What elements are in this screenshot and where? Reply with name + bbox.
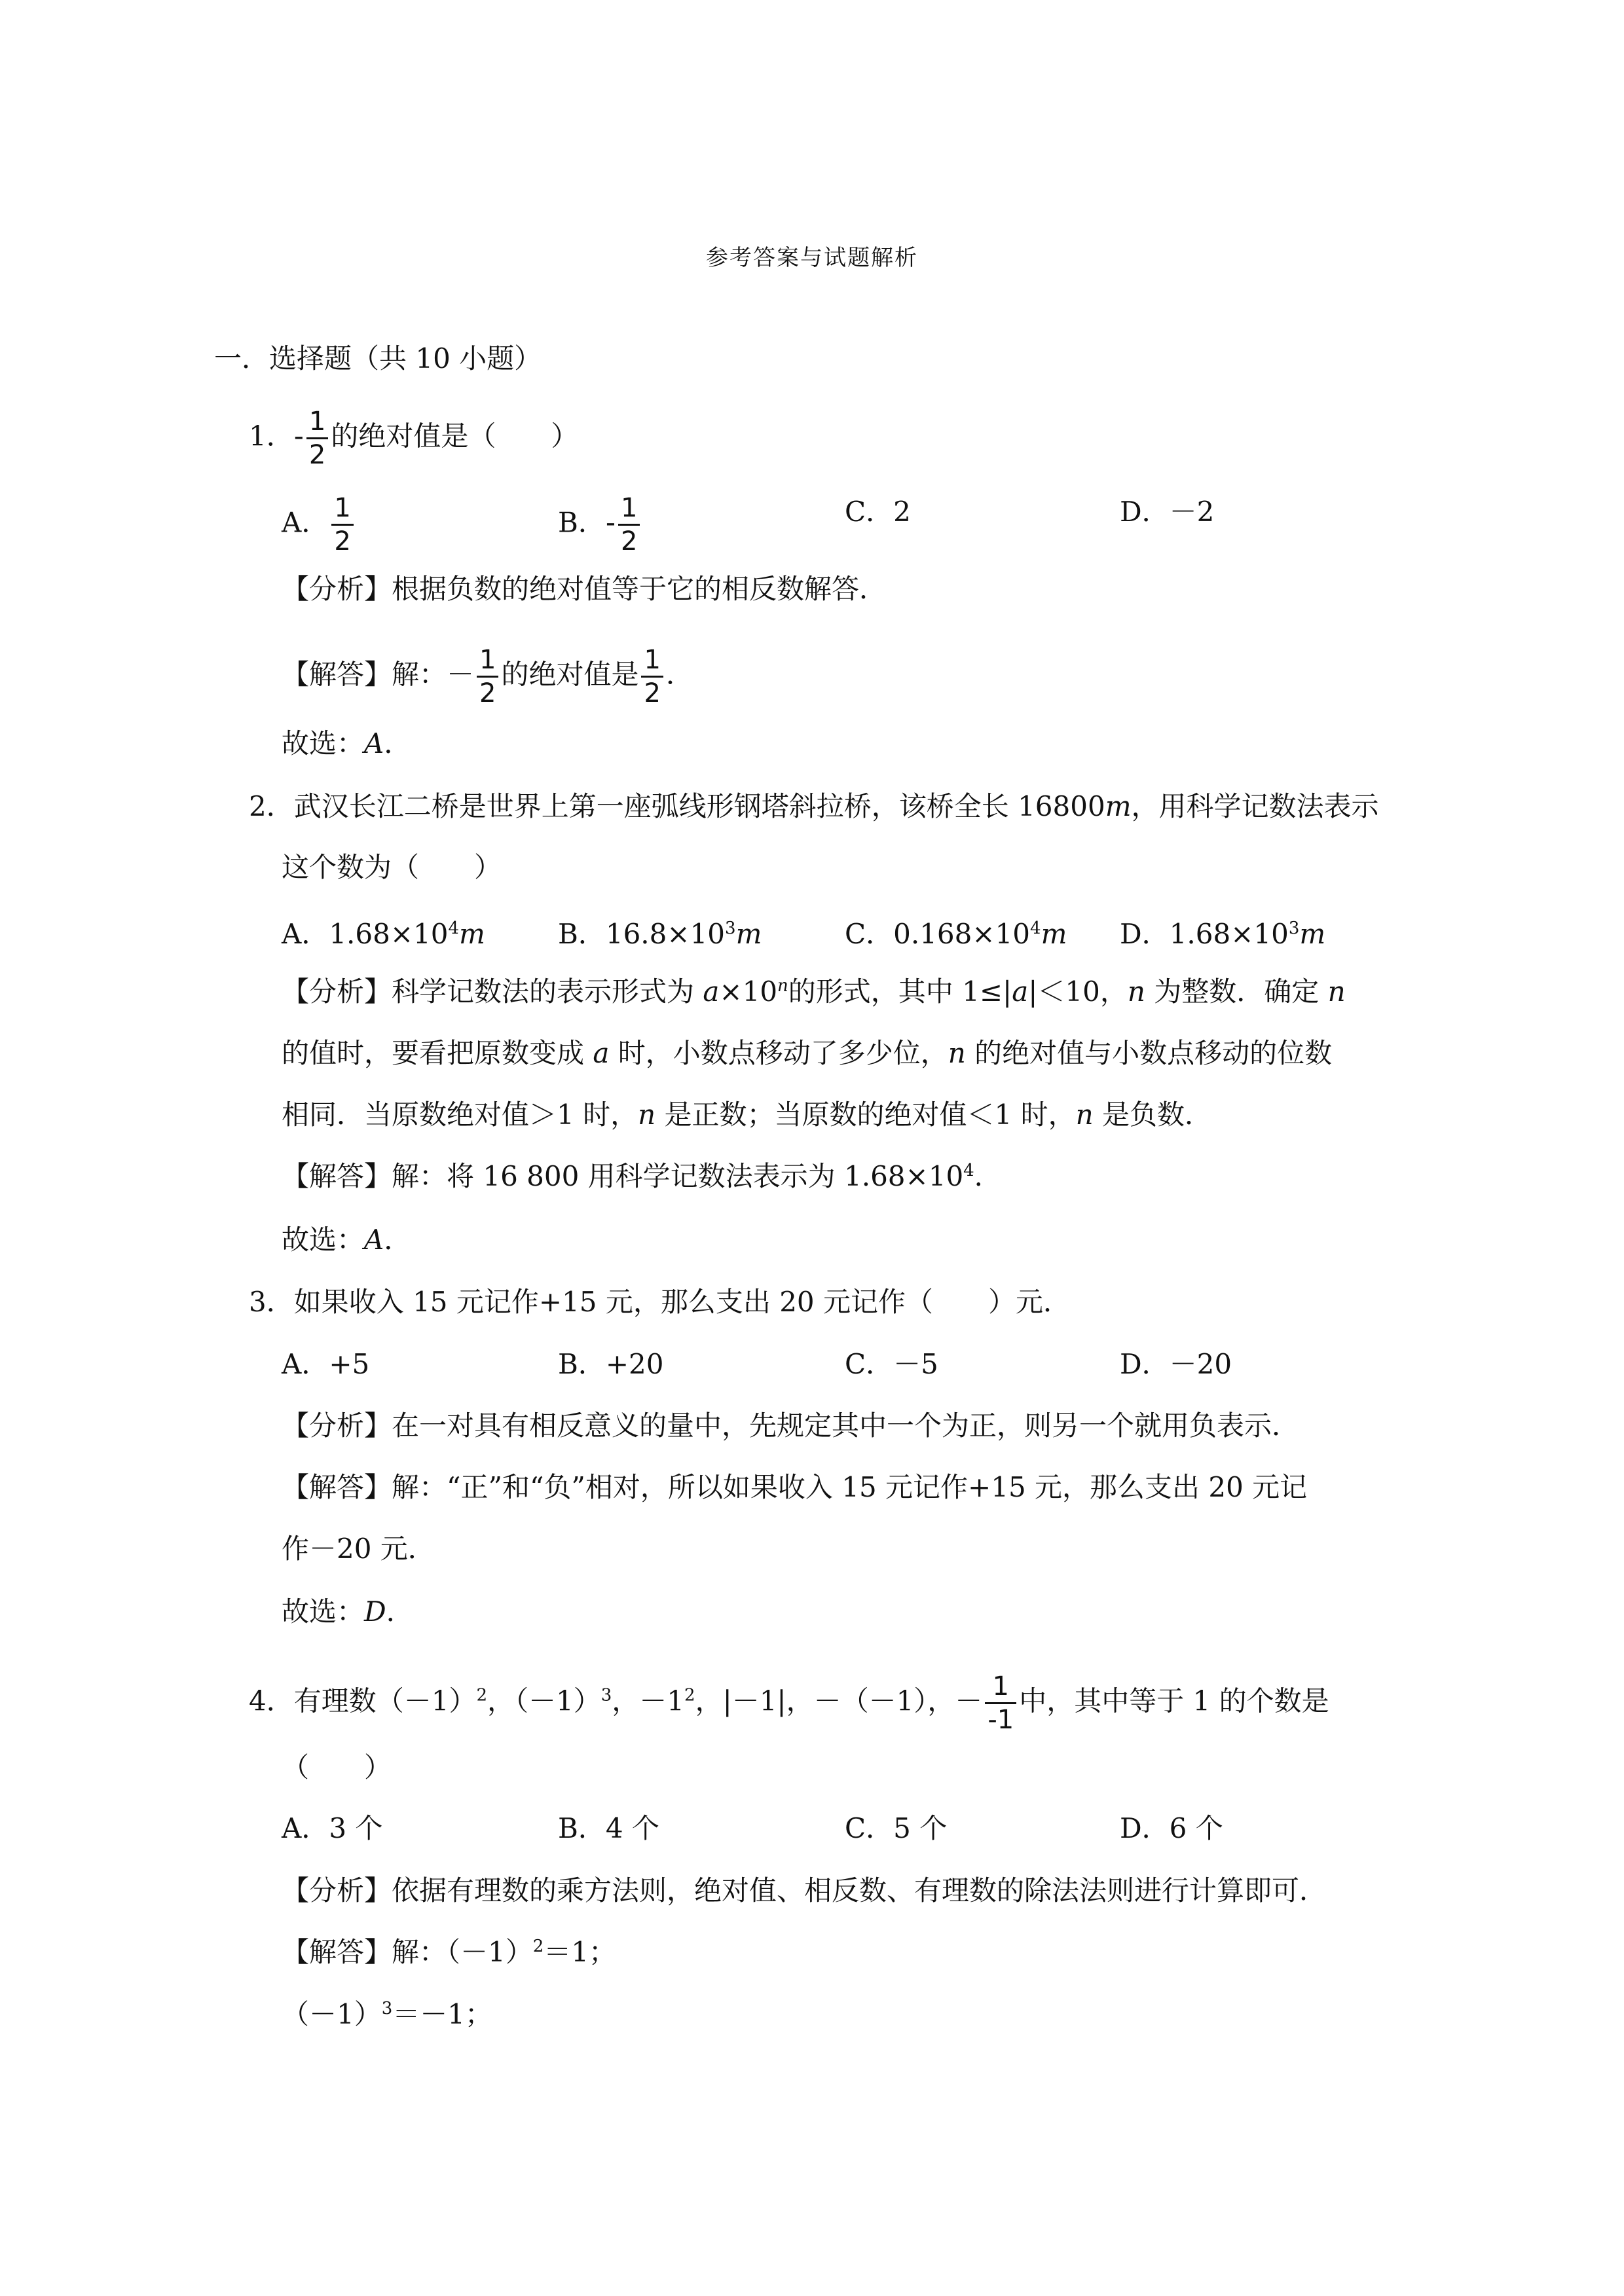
question-3-option-c: C．－5	[845, 1348, 938, 1380]
question-4-option-d: D．6 个	[1120, 1812, 1223, 1844]
question-4-analysis: 【分析】依据有理数的乘方法则，绝对值、相反数、有理数的除法法则进行计算即可．	[282, 1874, 1327, 1906]
question-2-option-c: C．$0.168\times 10^4m$	[845, 918, 1067, 950]
page-title: 参考答案与试题解析	[706, 245, 918, 271]
question-4-answer-line2: $(-1)^3=-1$；	[282, 1998, 493, 2030]
question-1-choice: 故选：A．	[282, 727, 412, 759]
question-3-option-d: D．－20	[1120, 1348, 1232, 1380]
question-1-option-a: A． $\frac{1}{2}$	[282, 494, 356, 556]
fraction: $\frac{1}{-1}$	[985, 1672, 1016, 1734]
question-2-stem-line1: 2．武汉长江二桥是世界上第一座弧线形钢塔斜拉桥，该桥全长 16800m，用科学记数法表示	[249, 790, 1379, 822]
question-4-option-c: C．5 个	[845, 1812, 948, 1844]
question-1-answer: 【解答】解：－ $\frac{1}{2}$ 的绝对值是 $\frac{1}{2}$ ．	[282, 645, 693, 708]
question-2-option-a: A．$1.68\times 10^4m$	[282, 918, 485, 950]
question-2-option-d: D．$1.68\times 10^3m$	[1120, 918, 1326, 950]
question-4-option-a: A．3 个	[282, 1812, 383, 1844]
question-3-analysis: 【分析】在一对具有相反意义的量中，先规定其中一个为正，则另一个就用负表示．	[282, 1410, 1300, 1442]
question-2-option-b: B．$16.8\times 10^3m$	[558, 918, 762, 950]
question-2-analysis-line3: 相同．当原数绝对值＞1 时，n 是正数；当原数的绝对值＜1 时，n 是负数．	[282, 1099, 1212, 1131]
question-1-option-b: B．- $\frac{1}{2}$	[558, 494, 642, 556]
question-4-answer-line1: 【解答】解：$(-1)^2=1$；	[282, 1936, 617, 1968]
question-2-analysis-line2: 的值时，要看把原数变成 a 时，小数点移动了多少位，n 的绝对值与小数点移动的位数	[282, 1037, 1333, 1069]
section-heading: 一．选择题（共 10 小题）	[214, 342, 542, 374]
question-1-analysis: 【分析】根据负数的绝对值等于它的相反数解答．	[282, 573, 887, 605]
question-4-option-b: B．4 个	[558, 1812, 659, 1844]
question-1-option-c: C．2	[845, 496, 911, 528]
fraction: $\frac{1}{2}$	[306, 407, 328, 469]
question-4-stem-line2: （ ）	[282, 1751, 392, 1783]
question-3-option-b: B．+20	[558, 1348, 664, 1380]
question-2-analysis-line1: 【分析】科学记数法的表示形式为 $a\times 10^n$的形式，其中 1≤|a|＜10，n 为整数．确定 n	[282, 975, 1346, 1008]
question-3-stem: 3．如果收入 15 元记作+15 元，那么支出 20 元记作（ ）元．	[249, 1286, 1071, 1318]
question-3-choice: 故选：D．	[282, 1595, 414, 1628]
question-2-answer: 【解答】解：将 16 800 用科学记数法表示为 $1.68\times 10^4$．	[282, 1160, 1002, 1192]
question-3-answer-line2: 作－20 元．	[282, 1533, 435, 1565]
question-1-option-d: D．－2	[1120, 496, 1215, 528]
question-2-choice: 故选：A．	[282, 1224, 412, 1256]
question-3-option-a: A．+5	[282, 1348, 370, 1380]
question-2-stem-line2: 这个数为（ ）	[282, 851, 502, 883]
question-1-stem: 1．- $\frac{1}{2}$ 的绝对值是（ ）	[249, 407, 579, 470]
question-4-stem-line1: 4．有理数$(-1)^2$，$(-1)^3$，$-1^2$，|－1|，－（－1），－ $\frac{1}{-1}$ 中，其中等于 1 的个数是	[249, 1671, 1329, 1735]
question-3-answer-line1: 【解答】解：“正”和“负”相对，所以如果收入 15 元记作+15 元，那么支出 20 元记	[282, 1471, 1308, 1503]
